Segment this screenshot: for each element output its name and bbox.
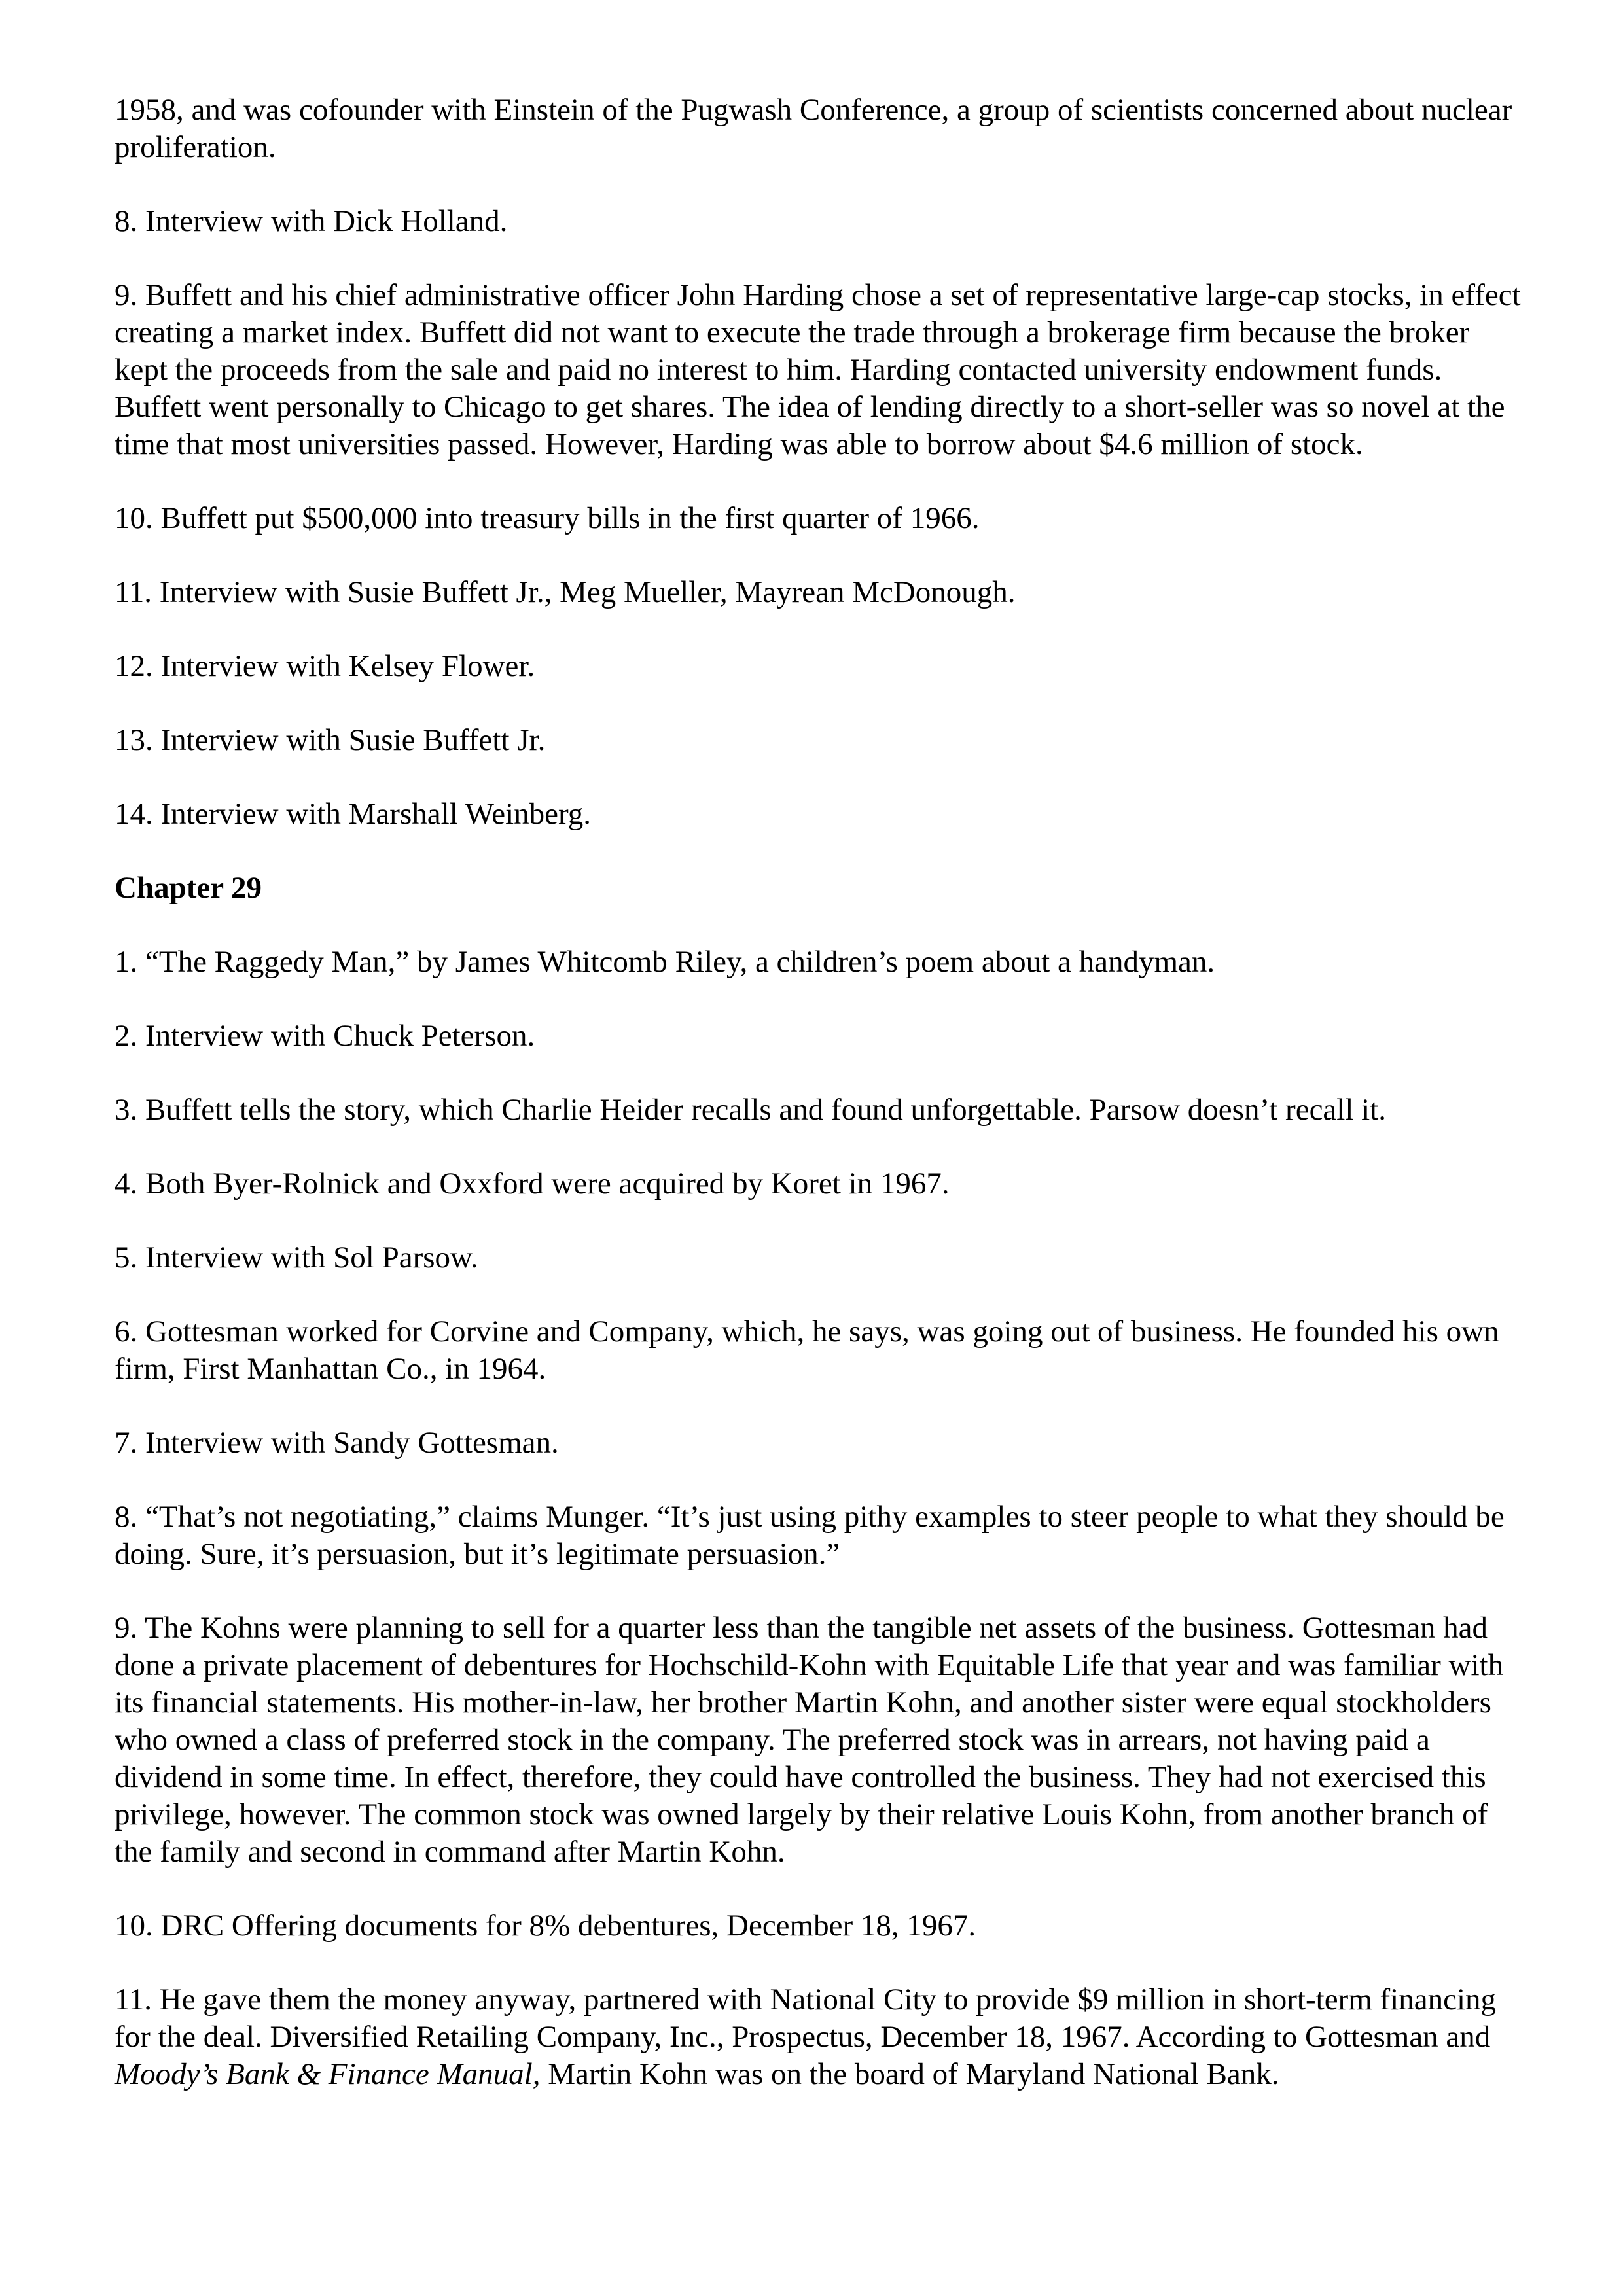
chapter-note-11-text-end: Martin Kohn was on the board of Maryland National Bank.	[540, 2057, 1279, 2091]
note-continuation: 1958, and was cofounder with Einstein of the Pugwash Conference, a group of scientists concerned about nuclear proliferation.	[115, 93, 1512, 164]
chapter-note-11-italic-title: Moody’s Bank & Finance Manual,	[115, 2057, 541, 2091]
note-14: 14. Interview with Marshall Weinberg.	[115, 797, 592, 831]
document-page	[115, 92, 1522, 2130]
chapter-heading: Chapter 29	[115, 871, 262, 905]
note-8: 8. Interview with Dick Holland.	[115, 204, 508, 238]
note-9: 9. Buffett and his chief administrative officer John Harding chose a set of representative large-cap stocks, in effect creating a market index. Buffett did not want to execute the trade through a brokerage firm because the broker kept the proceeds from the sale and paid no interest to him. Harding contacted university endowment funds. Buffett went personally to Chicago to get shares. The idea of lending directly to a short-seller was so novel at the time that most universities passed. However, Harding was able to borrow about $4.6 million of stock.	[115, 278, 1521, 461]
chapter-note-11-text: 11. He gave them the money anyway, partnered with National City to provide $9 million in short-term financing for the deal. Diversified Retailing Company, Inc., Prospectus, December 18, 1967. According to Gottesman and	[115, 1983, 1497, 2054]
note-11: 11. Interview with Susie Buffett Jr., Meg Mueller, Mayrean McDonough.	[115, 575, 1016, 609]
chapter-note-6: 6. Gottesman worked for Corvine and Company, which, he says, was going out of business. He founded his own firm, First Manhattan Co., in 1964.	[115, 1315, 1499, 1386]
note-12: 12. Interview with Kelsey Flower.	[115, 649, 535, 683]
chapter-note-3: 3. Buffett tells the story, which Charlie Heider recalls and found unforgettable. Parsow doesn’t recall it.	[115, 1093, 1387, 1127]
chapter-note-10: 10. DRC Offering documents for 8% debentures, December 18, 1967.	[115, 1909, 976, 1943]
chapter-note-9: 9. The Kohns were planning to sell for a quarter less than the tangible net assets of the business. Gottesman had done a private placement of debentures for Hochschild-Kohn with Equitable Life that year and was familiar with its financial statements. His mother-in-law, her brother Martin Kohn, and another sister were equal stockholders who owned a class of preferred stock in the company. The preferred stock was in arrears, not having paid a dividend in some time. In effect, therefore, they could have controlled the business. They had not exercised this privilege, however. The common stock was owned largely by their relative Louis Kohn, from another branch of the family and second in command after Martin Kohn.	[115, 1611, 1504, 1869]
chapter-note-5: 5. Interview with Sol Parsow.	[115, 1241, 478, 1275]
chapter-note-2: 2. Interview with Chuck Peterson.	[115, 1019, 535, 1053]
note-10: 10. Buffett put $500,000 into treasury bills in the first quarter of 1966.	[115, 501, 980, 535]
chapter-note-1: 1. “The Raggedy Man,” by James Whitcomb Riley, a children’s poem about a handyman.	[115, 945, 1215, 979]
chapter-note-11	[115, 1981, 1522, 2093]
note-13: 13. Interview with Susie Buffett Jr.	[115, 723, 546, 757]
chapter-note-7: 7. Interview with Sandy Gottesman.	[115, 1426, 559, 1460]
chapter-note-4: 4. Both Byer-Rolnick and Oxxford were acquired by Koret in 1967.	[115, 1167, 950, 1201]
chapter-note-8: 8. “That’s not negotiating,” claims Munger. “It’s just using pithy examples to steer people to what they should be doing. Sure, it’s persuasion, but it’s legitimate persuasion.”	[115, 1500, 1505, 1571]
